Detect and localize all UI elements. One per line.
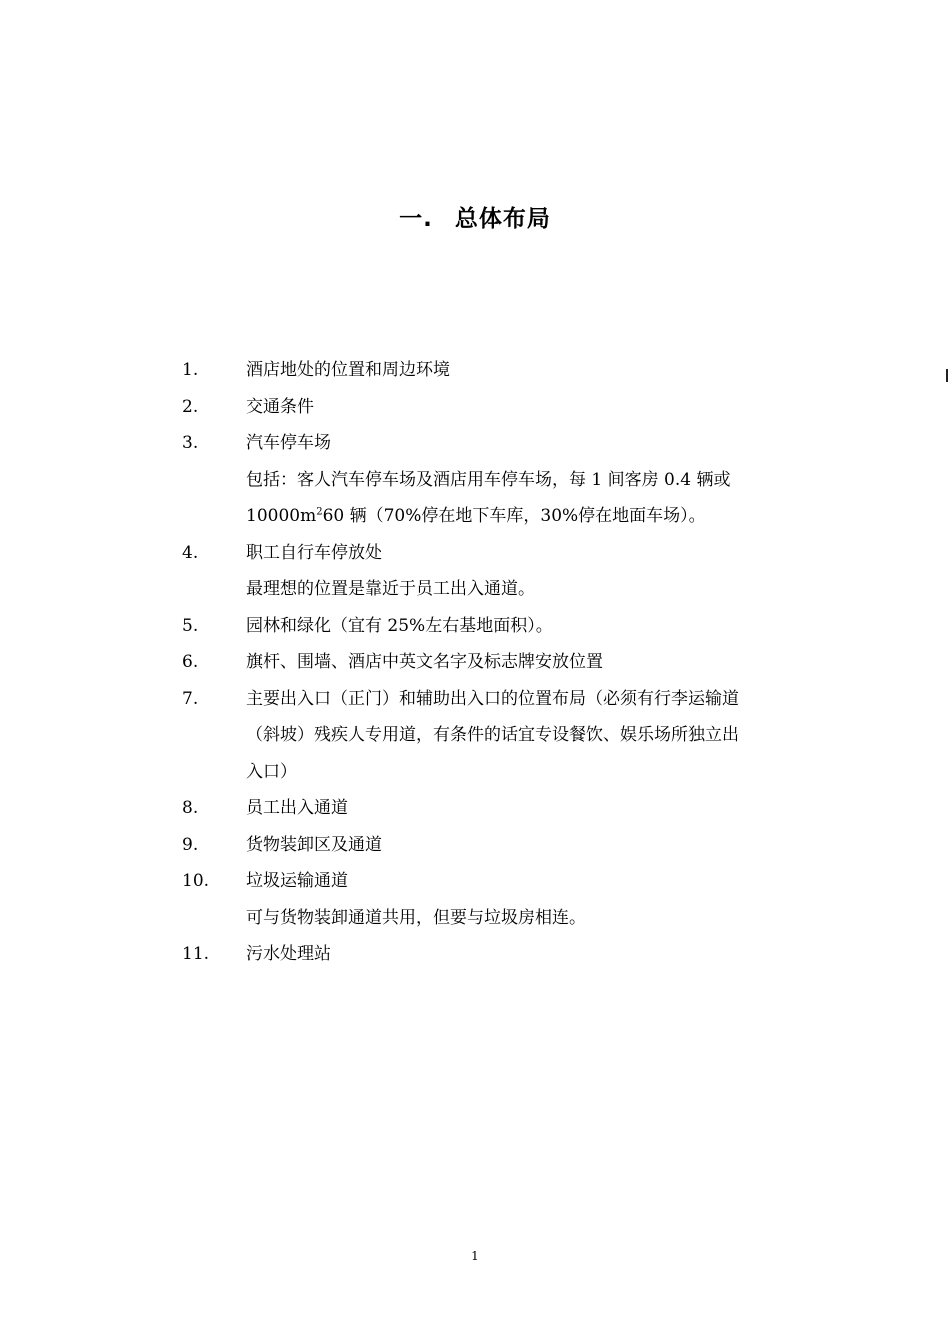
item-text: 酒店地处的位置和周边环境: [246, 360, 450, 380]
item-number: 3.: [182, 433, 199, 453]
item-text: 货物装卸区及通道: [246, 834, 382, 855]
item-text: 交通条件: [246, 396, 314, 417]
item-number: 11.: [182, 944, 210, 964]
list-item: [182, 790, 822, 827]
parking-ratio-text: 60 辆（70%停在地下车库，30%停在地面车场）。: [322, 506, 706, 526]
layout-list: [182, 352, 822, 973]
list-item: [182, 827, 822, 864]
item-detail: 最理想的位置是靠近于员工出入通道。: [246, 579, 535, 599]
item-text: 垃圾运输通道: [246, 871, 348, 891]
item-text: 园林和绿化（宜有 25%左右基地面积）。: [246, 615, 553, 636]
list-item: [182, 644, 822, 681]
item-text: 污水处理站: [246, 944, 331, 964]
item-detail: 包括：客人汽车停车场及酒店用车停车场，每 1 间客房 0.4 辆或: [246, 469, 731, 490]
section-title: 总体布局: [454, 206, 551, 232]
item-number: 10.: [182, 871, 210, 891]
item-detail: 入口）: [246, 761, 297, 782]
item-number: 4.: [182, 542, 199, 563]
list-item: [182, 425, 822, 462]
item-number: 7.: [182, 688, 199, 709]
item-number: 6.: [182, 652, 199, 672]
item-detail: 可与货物装卸通道共用，但要与垃圾房相连。: [246, 907, 586, 928]
margin-mark: [946, 369, 948, 382]
area-exponent: 2: [316, 506, 323, 518]
item-text: 职工自行车停放处: [246, 542, 382, 563]
section-number: 一.: [399, 206, 433, 232]
item-detail: [182, 498, 822, 535]
list-item: [182, 681, 822, 718]
item-number: 2.: [182, 396, 199, 417]
item-number: 9.: [182, 834, 199, 855]
list-item: [182, 389, 822, 426]
section-heading: [0, 200, 950, 233]
area-value: 10000m: [246, 506, 317, 526]
item-text: 员工出入通道: [246, 798, 348, 818]
page-number: 1: [471, 1249, 479, 1263]
item-number: 1.: [182, 360, 199, 380]
list-item: [182, 936, 822, 973]
item-number: 5.: [182, 615, 199, 636]
item-text: 主要出入口（正门）和辅助出入口的位置布局（必须有行李运输道: [246, 688, 739, 709]
item-text: 旗杆、围墙、酒店中英文名字及标志牌安放位置: [246, 652, 603, 672]
item-detail: （斜坡）残疾人专用道，有条件的话宜专设餐饮、娱乐场所独立出: [246, 725, 739, 745]
list-item: [182, 863, 822, 900]
list-item: [182, 535, 822, 572]
list-item: [182, 352, 822, 389]
list-item: [182, 608, 822, 645]
item-number: 8.: [182, 798, 199, 818]
item-text: 汽车停车场: [246, 433, 331, 453]
